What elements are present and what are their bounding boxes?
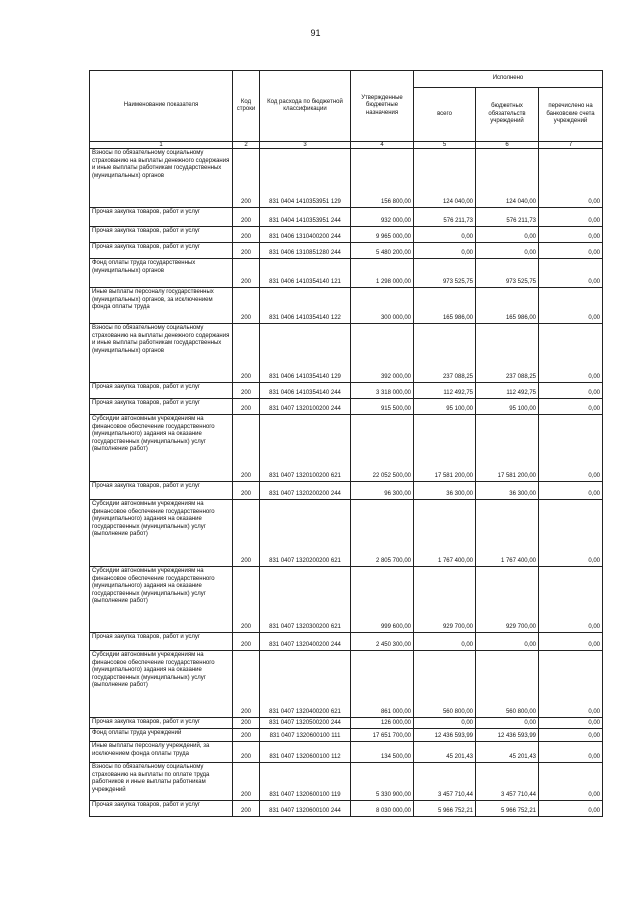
row-bank: 0,00 — [539, 729, 603, 742]
table-row — [90, 567, 603, 633]
header-executed: Исполнено — [414, 71, 603, 88]
row-code: 200 — [233, 718, 260, 729]
row-budget: 95 100,00 — [476, 399, 539, 415]
row-budget: 0,00 — [476, 718, 539, 729]
table-row — [90, 399, 603, 415]
row-name: Иные выплаты персоналу учреждений, за исключением фонда оплаты труда — [90, 742, 233, 763]
row-kbk: 831 0407 1320600100 112 — [260, 742, 351, 763]
row-kbk: 831 0407 1320200200 244 — [260, 482, 351, 500]
column-number: 7 — [539, 142, 603, 149]
table-row — [90, 729, 603, 742]
column-number: 3 — [260, 142, 351, 149]
row-name: Взносы по обязательному социальному страхованию на выплаты денежного содержания и иные выплаты работникам государственных (муниципальных) органов — [90, 149, 233, 208]
row-code: 200 — [233, 482, 260, 500]
header-bank: перечислено на банковские счета учреждений — [539, 88, 603, 142]
row-code: 200 — [233, 259, 260, 288]
row-total: 237 088,25 — [414, 324, 476, 383]
row-budget: 124 040,00 — [476, 149, 539, 208]
row-name: Взносы по обязательному социальному страхованию на выплаты денежного содержания и иные выплаты работникам государственных (муниципальных) органов — [90, 324, 233, 383]
row-name: Субсидии автономным учреждениям на финансовое обеспечение государственного (муниципального) задания на оказание государственных (муниципальных) услуг (выполнение работ) — [90, 415, 233, 482]
row-approved: 5 330 900,00 — [351, 763, 414, 801]
row-kbk: 831 0407 1320200200 621 — [260, 500, 351, 567]
row-total: 576 211,73 — [414, 208, 476, 227]
row-budget: 929 700,00 — [476, 567, 539, 633]
row-kbk: 831 0404 1410353951 244 — [260, 208, 351, 227]
row-total: 124 040,00 — [414, 149, 476, 208]
row-bank: 0,00 — [539, 208, 603, 227]
row-approved: 3 318 000,00 — [351, 383, 414, 399]
row-total: 973 525,75 — [414, 259, 476, 288]
row-approved: 5 480 200,00 — [351, 243, 414, 259]
table-row — [90, 718, 603, 729]
row-budget: 237 088,25 — [476, 324, 539, 383]
row-approved: 932 000,00 — [351, 208, 414, 227]
row-bank: 0,00 — [539, 149, 603, 208]
row-approved: 134 500,00 — [351, 742, 414, 763]
row-approved: 126 000,00 — [351, 718, 414, 729]
table-row — [90, 482, 603, 500]
row-total: 17 581 200,00 — [414, 415, 476, 482]
row-name: Субсидии автономным учреждениям на финансовое обеспечение государственного (муниципального) задания на оказание государственных (муниципальных) услуг (выполнение работ) — [90, 651, 233, 718]
row-approved: 8 030 000,00 — [351, 801, 414, 817]
execution-report-table — [89, 70, 603, 817]
header-total: всего — [414, 88, 476, 142]
row-name: Субсидии автономным учреждениям на финансовое обеспечение государственного (муниципального) задания на оказание государственных (муниципальных) услуг (выполнение работ) — [90, 567, 233, 633]
row-name: Взносы по обязательному социальному страхованию на выплаты по оплате труда работников и иные выплаты работникам учреждений — [90, 763, 233, 801]
row-kbk: 831 0407 1320300200 621 — [260, 567, 351, 633]
row-bank: 0,00 — [539, 259, 603, 288]
table-row — [90, 243, 603, 259]
table-row — [90, 801, 603, 817]
row-budget: 973 525,75 — [476, 259, 539, 288]
row-kbk: 831 0406 1310400200 244 — [260, 227, 351, 243]
header-name: Наименование показателя — [90, 71, 233, 142]
row-budget: 3 457 710,44 — [476, 763, 539, 801]
row-name: Фонд оплаты труда государственных (муниципальных) органов — [90, 259, 233, 288]
row-kbk: 831 0406 1310851280 244 — [260, 243, 351, 259]
row-bank: 0,00 — [539, 243, 603, 259]
header-code: Код строки — [233, 71, 260, 142]
row-code: 200 — [233, 729, 260, 742]
row-name: Иные выплаты персоналу государственных (муниципальных) органов, за исключением фонда оплаты труда — [90, 288, 233, 324]
table-header — [90, 71, 603, 149]
row-total: 0,00 — [414, 633, 476, 651]
table-row — [90, 415, 603, 482]
table-row — [90, 383, 603, 399]
row-bank: 0,00 — [539, 227, 603, 243]
header-budget-orgs: бюджетных обязательств учреждений — [476, 88, 539, 142]
row-code: 200 — [233, 742, 260, 763]
row-approved: 17 651 700,00 — [351, 729, 414, 742]
row-total: 3 457 710,44 — [414, 763, 476, 801]
row-approved: 156 800,00 — [351, 149, 414, 208]
row-code: 200 — [233, 567, 260, 633]
row-name: Фонд оплаты труда учреждений — [90, 729, 233, 742]
row-approved: 2 805 700,00 — [351, 500, 414, 567]
row-approved: 861 000,00 — [351, 651, 414, 718]
table-row — [90, 259, 603, 288]
row-total: 560 800,00 — [414, 651, 476, 718]
row-kbk: 831 0406 1410354140 122 — [260, 288, 351, 324]
header-kbk: Код расхода по бюджетной классификации — [260, 71, 351, 142]
row-bank: 0,00 — [539, 567, 603, 633]
row-budget: 45 201,43 — [476, 742, 539, 763]
row-code: 200 — [233, 801, 260, 817]
row-bank: 0,00 — [539, 288, 603, 324]
row-name: Прочая закупка товаров, работ и услуг — [90, 482, 233, 500]
row-bank: 0,00 — [539, 633, 603, 651]
row-budget: 0,00 — [476, 633, 539, 651]
row-code: 200 — [233, 324, 260, 383]
table-row — [90, 288, 603, 324]
row-code: 200 — [233, 243, 260, 259]
row-kbk: 831 0407 1320600100 119 — [260, 763, 351, 801]
column-number: 4 — [351, 142, 414, 149]
row-code: 200 — [233, 227, 260, 243]
header-column-numbers — [90, 142, 603, 149]
row-bank: 0,00 — [539, 718, 603, 729]
row-total: 0,00 — [414, 718, 476, 729]
row-bank: 0,00 — [539, 383, 603, 399]
row-total: 0,00 — [414, 227, 476, 243]
row-budget: 560 800,00 — [476, 651, 539, 718]
row-approved: 300 000,00 — [351, 288, 414, 324]
row-bank: 0,00 — [539, 801, 603, 817]
row-code: 200 — [233, 633, 260, 651]
row-bank: 0,00 — [539, 500, 603, 567]
table-body — [90, 149, 603, 817]
row-name: Прочая закупка товаров, работ и услуг — [90, 243, 233, 259]
table-row — [90, 500, 603, 567]
row-name: Прочая закупка товаров, работ и услуг — [90, 208, 233, 227]
row-budget: 0,00 — [476, 243, 539, 259]
row-code: 200 — [233, 149, 260, 208]
table-row — [90, 324, 603, 383]
row-code: 200 — [233, 500, 260, 567]
row-kbk: 831 0407 1320500200 244 — [260, 718, 351, 729]
row-budget: 165 986,00 — [476, 288, 539, 324]
row-total: 5 966 752,21 — [414, 801, 476, 817]
table-row — [90, 227, 603, 243]
row-kbk: 831 0407 1320400200 621 — [260, 651, 351, 718]
row-bank: 0,00 — [539, 324, 603, 383]
row-approved: 1 298 000,00 — [351, 259, 414, 288]
row-kbk: 831 0407 1320400200 244 — [260, 633, 351, 651]
row-approved: 915 500,00 — [351, 399, 414, 415]
row-total: 45 201,43 — [414, 742, 476, 763]
row-budget: 5 966 752,21 — [476, 801, 539, 817]
header-approved: Утвержденные бюджетные назначения — [351, 71, 414, 142]
row-total: 929 700,00 — [414, 567, 476, 633]
column-number: 6 — [476, 142, 539, 149]
row-approved: 999 600,00 — [351, 567, 414, 633]
row-kbk: 831 0404 1410353951 129 — [260, 149, 351, 208]
row-name: Прочая закупка товаров, работ и услуг — [90, 801, 233, 817]
row-total: 112 492,75 — [414, 383, 476, 399]
row-name: Прочая закупка товаров, работ и услуг — [90, 227, 233, 243]
row-name: Прочая закупка товаров, работ и услуг — [90, 399, 233, 415]
row-bank: 0,00 — [539, 399, 603, 415]
row-budget: 112 492,75 — [476, 383, 539, 399]
table-row — [90, 651, 603, 718]
row-bank: 0,00 — [539, 742, 603, 763]
table-row — [90, 149, 603, 208]
row-kbk: 831 0407 1320100200 244 — [260, 399, 351, 415]
row-bank: 0,00 — [539, 651, 603, 718]
row-code: 200 — [233, 288, 260, 324]
row-code: 200 — [233, 383, 260, 399]
row-budget: 1 767 400,00 — [476, 500, 539, 567]
table-row — [90, 208, 603, 227]
row-name: Прочая закупка товаров, работ и услуг — [90, 383, 233, 399]
row-bank: 0,00 — [539, 763, 603, 801]
row-kbk: 831 0407 1320100200 621 — [260, 415, 351, 482]
row-total: 1 767 400,00 — [414, 500, 476, 567]
table-row — [90, 633, 603, 651]
row-budget: 17 581 200,00 — [476, 415, 539, 482]
row-name: Прочая закупка товаров, работ и услуг — [90, 718, 233, 729]
column-number: 1 — [90, 142, 233, 149]
row-budget: 576 211,73 — [476, 208, 539, 227]
row-kbk: 831 0406 1410354140 129 — [260, 324, 351, 383]
row-approved: 392 000,00 — [351, 324, 414, 383]
row-total: 95 100,00 — [414, 399, 476, 415]
row-kbk: 831 0406 1410354140 121 — [260, 259, 351, 288]
row-bank: 0,00 — [539, 482, 603, 500]
row-name: Субсидии автономным учреждениям на финансовое обеспечение государственного (муниципального) задания на оказание государственных (муниципальных) услуг (выполнение работ) — [90, 500, 233, 567]
row-budget: 36 300,00 — [476, 482, 539, 500]
column-number: 2 — [233, 142, 260, 149]
row-approved: 22 052 500,00 — [351, 415, 414, 482]
row-code: 200 — [233, 651, 260, 718]
row-approved: 9 965 000,00 — [351, 227, 414, 243]
row-name: Прочая закупка товаров, работ и услуг — [90, 633, 233, 651]
row-code: 200 — [233, 415, 260, 482]
row-total: 12 436 593,99 — [414, 729, 476, 742]
row-approved: 96 300,00 — [351, 482, 414, 500]
column-number: 5 — [414, 142, 476, 149]
row-total: 36 300,00 — [414, 482, 476, 500]
row-budget: 12 436 593,99 — [476, 729, 539, 742]
row-kbk: 831 0406 1410354140 244 — [260, 383, 351, 399]
row-code: 200 — [233, 399, 260, 415]
row-kbk: 831 0407 1320600100 111 — [260, 729, 351, 742]
row-code: 200 — [233, 208, 260, 227]
row-budget: 0,00 — [476, 227, 539, 243]
row-code: 200 — [233, 763, 260, 801]
row-total: 0,00 — [414, 243, 476, 259]
table-row — [90, 763, 603, 801]
row-bank: 0,00 — [539, 415, 603, 482]
row-total: 165 986,00 — [414, 288, 476, 324]
table-row — [90, 742, 603, 763]
row-kbk: 831 0407 1320600100 244 — [260, 801, 351, 817]
row-approved: 2 450 300,00 — [351, 633, 414, 651]
page-number: 91 — [310, 28, 321, 38]
